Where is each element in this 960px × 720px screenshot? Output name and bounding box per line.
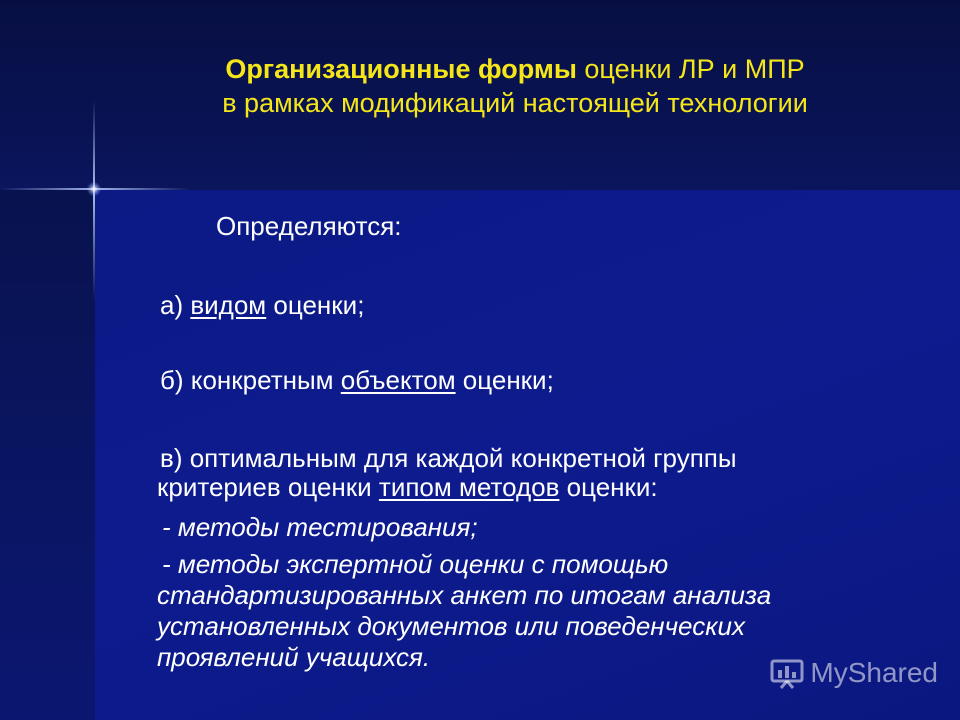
method-expert-line-4: проявлений учащихся. <box>157 642 431 672</box>
item-b-prefix: б) конкретным <box>160 365 341 395</box>
presentation-icon <box>770 656 804 690</box>
star-flare-core <box>87 182 101 196</box>
method-expert-line-3: установленных документов или поведенческих <box>157 611 745 641</box>
item-c-suffix: оценки: <box>559 472 658 502</box>
watermark-text: MyShared <box>810 657 938 688</box>
title-rest: оценки ЛР и МПР <box>576 54 805 84</box>
item-a <box>160 289 364 321</box>
item-a-underlined: видом <box>190 290 267 320</box>
item-c-prefix: критериев оценки <box>157 472 379 502</box>
method-expert-line-1: - методы экспертной оценки с помощью <box>162 549 669 579</box>
item-a-prefix: а) <box>160 290 191 320</box>
slide-title <box>95 52 935 120</box>
item-b-underlined: объектом <box>340 365 456 395</box>
title-line-1 <box>95 52 935 86</box>
title-line-2: в рамках модификаций настоящей технологии <box>222 88 808 118</box>
item-b <box>160 364 554 396</box>
title-bold: Организационные формы <box>225 54 577 84</box>
watermark <box>770 656 938 690</box>
item-c-underlined: типом методов <box>378 472 560 502</box>
item-c-line-1: в) оптимальным для каждой конкретной группы <box>160 443 737 473</box>
intro-text: Определяются: <box>216 211 402 241</box>
item-b-suffix: оценки; <box>455 365 554 395</box>
item-c-line-2 <box>157 471 658 503</box>
item-a-suffix: оценки; <box>266 290 365 320</box>
method-testing: - методы тестирования; <box>162 512 478 542</box>
method-expert-line-2: стандартизированных анкет по итогам анализа <box>157 580 772 610</box>
star-flare-vertical <box>93 100 95 300</box>
